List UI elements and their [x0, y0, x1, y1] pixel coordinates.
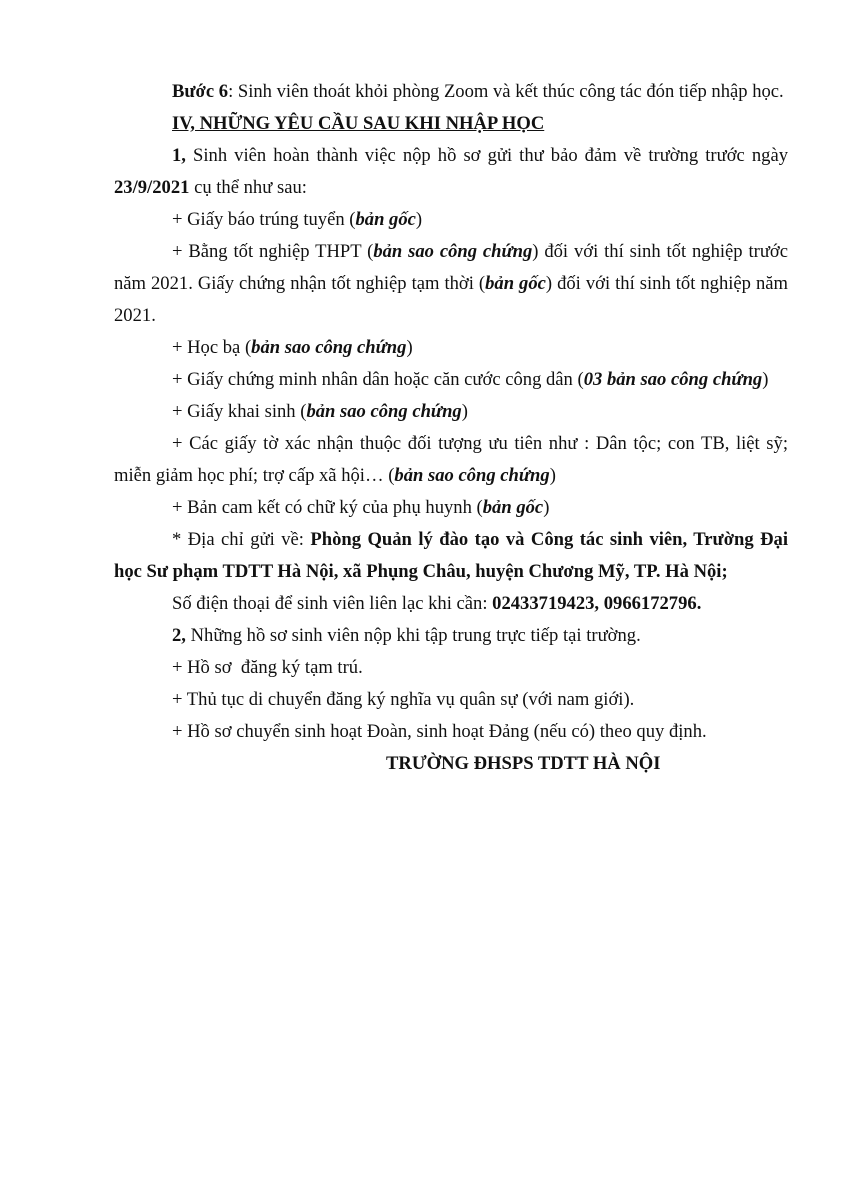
- item-priority-documents: [114, 428, 788, 492]
- phone-label: Số điện thoại để sinh viên liên lạc khi cần:: [172, 593, 493, 614]
- item-transcript-text: + Học bạ (: [172, 337, 252, 358]
- item-pledge-end: ): [543, 497, 550, 518]
- item-pledge-em: bản gốc: [482, 497, 544, 518]
- item-admission-em: bản gốc: [355, 209, 416, 230]
- address-text: Phòng Quản lý đào tạo và Công tác sinh viên, Trường Đại học Sư phạm TDTT Hà Nội, xã Phụng Châu, huyện Chương Mỹ, TP. Hà Nội;: [114, 529, 788, 582]
- item-admission-text: + Giấy báo trúng tuyển (: [172, 209, 356, 230]
- item-birth-text: + Giấy khai sinh (: [172, 401, 307, 422]
- item-admission-end: ): [415, 209, 423, 230]
- item-admission-letter: [114, 204, 788, 236]
- section-heading: IV, NHỮNG YÊU CẦU SAU KHI NHẬP HỌC: [172, 113, 545, 134]
- item-birth-end: ): [461, 401, 468, 422]
- deadline-date: 23/9/2021: [114, 177, 190, 198]
- item-union-transfer: + Hồ sơ chuyển sinh hoạt Đoàn, sinh hoạt Đảng (nếu có) theo quy định.: [172, 721, 707, 742]
- item-diploma-text-c: ) đối với thí sinh tốt nghiệp năm 2021.: [114, 273, 788, 326]
- item-id-end: ): [762, 369, 769, 390]
- item-transcript: [114, 332, 788, 364]
- requirement-1-text-b: cụ thể như sau:: [189, 177, 307, 198]
- requirement-2: [114, 620, 788, 652]
- requirement-1: [114, 140, 788, 204]
- requirement-2-text: Những hồ sơ sinh viên nộp khi tập trung trực tiếp tại trường.: [185, 625, 641, 646]
- item-diploma-text-a: + Bằng tốt nghiệp THPT (: [172, 241, 374, 262]
- item-birth-em: bản sao công chứng: [306, 401, 462, 422]
- item-identity-card: [114, 364, 788, 396]
- mailing-address: [114, 524, 788, 588]
- item-diploma-em-a: bản sao công chứng: [373, 241, 533, 262]
- requirement-1-number: 1,: [172, 145, 186, 166]
- document-body: [114, 76, 788, 780]
- contact-phone: [114, 588, 788, 620]
- item-diploma: [114, 236, 788, 332]
- item-parent-pledge: [114, 492, 788, 524]
- item-transcript-em: bản sao công chứng: [251, 337, 407, 358]
- phone-numbers: 02433719423, 0966172796.: [492, 593, 702, 614]
- requirement-1-text-a: Sinh viên hoàn thành việc nộp hồ sơ gửi thư bảo đảm về trường trước ngày: [185, 145, 788, 166]
- item-priority-end: ): [549, 465, 556, 486]
- item-diploma-em-b: bản gốc: [485, 273, 546, 294]
- requirement-2-number: 2,: [172, 625, 186, 646]
- item-id-em: 03 bản sao công chứng: [583, 369, 763, 390]
- step-6-label: Bước 6: [172, 81, 229, 102]
- item-diploma-text-b: ) đối với thí sinh tốt nghiệp trước năm 2021. Giấy chứng nhận tốt nghiệp tạm thời (: [114, 241, 788, 294]
- address-label: * Địa chỉ gửi về:: [172, 529, 311, 550]
- item-birth-certificate: [114, 396, 788, 428]
- item-id-text: + Giấy chứng minh nhân dân hoặc căn cước công dân (: [172, 369, 584, 390]
- item-pledge-text: + Bản cam kết có chữ ký của phụ huynh (: [172, 497, 483, 518]
- item-priority-em: bản sao công chứng: [394, 465, 550, 486]
- item-priority-text: + Các giấy tờ xác nhận thuộc đối tượng ưu tiên như : Dân tộc; con TB, liệt sỹ; miễn giảm học phí; trợ cấp xã hội… (: [114, 433, 788, 486]
- item-temporary-residence: + Hồ sơ đăng ký tạm trú.: [172, 657, 363, 678]
- step-6-text: : Sinh viên thoát khỏi phòng Zoom và kết thúc công tác đón tiếp nhập học.: [228, 81, 784, 102]
- item-military-service: + Thủ tục di chuyển đăng ký nghĩa vụ quân sự (với nam giới).: [172, 689, 635, 710]
- school-signature: TRƯỜNG ĐHSPS TDTT HÀ NỘI: [386, 753, 661, 774]
- step-6-paragraph: [114, 76, 788, 108]
- item-transcript-end: ): [406, 337, 413, 358]
